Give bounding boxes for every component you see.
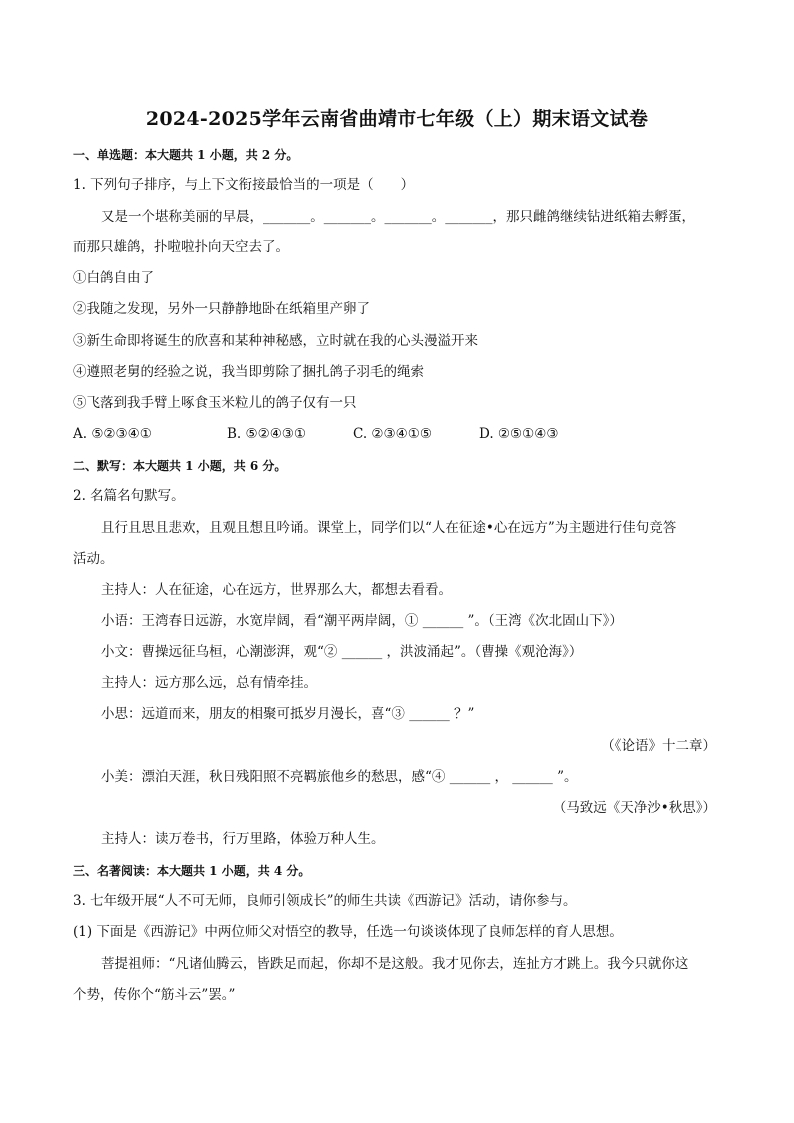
- xiaosi-source: （《论语》十二章）: [601, 738, 716, 754]
- question-1-item: ⑤飞落到我手臂上啄食玉米粒儿的鸽子仅有一只: [73, 395, 357, 411]
- question-1-passage-cont: 而那只雄鸽，扑啦啦扑向天空去了。: [73, 239, 289, 255]
- host-line: 主持人：读万卷书，行万里路，体验万种人生。: [101, 831, 385, 847]
- xiaowen-line: 小文：曹操远征乌桓，心潮澎湃，观“② ______ ，洪波涌起”。（曹操《观沧海》）: [101, 644, 583, 660]
- question-1-stem: 1. 下列句子排序，与上下文衔接最恰当的一项是（ ）: [73, 177, 415, 193]
- question-1-item: ④遵照老舅的经验之说，我当即剪除了捆扎鸽子羽毛的绳索: [73, 364, 424, 380]
- option-c[interactable]: C. ②③④①⑤: [353, 426, 432, 442]
- question-2-intro-cont: 活动。: [73, 551, 114, 567]
- question-1-passage: 又是一个堪称美丽的早晨，_______。_______。_______。_______，那只雌鸽继续钻进纸箱去孵蛋，: [101, 209, 695, 225]
- question-2-intro: 且行且思且悲欢，且观且想且吟诵。课堂上，同学们以“人在征途•心在远方”为主题进行佳句竞答: [101, 520, 677, 536]
- question-3-stem: 3. 七年级开展“人不可无师，良师引领成长”的师生共读《西游记》活动，请你参与。: [73, 893, 577, 909]
- question-3-quote-cont: 个势，传你个“筋斗云”罢。”: [73, 987, 236, 1003]
- xiaomei-source: （马致远《天净沙•秋思》）: [552, 800, 716, 816]
- option-d[interactable]: D. ②⑤①④③: [479, 426, 559, 442]
- page-title: 2024-2025学年云南省曲靖市七年级（上）期末语文试卷: [145, 108, 649, 130]
- xiaomei-line: 小美：漂泊天涯，秋日残阳照不亮羁旅他乡的愁思，感“④ ______ ， ______ ”。: [101, 769, 578, 785]
- option-a[interactable]: A. ⑤②③④①: [73, 426, 152, 442]
- option-b[interactable]: B. ⑤②④③①: [227, 426, 307, 442]
- host-line: 主持人：远方那么远，总有情牵挂。: [101, 675, 317, 691]
- host-line: 主持人：人在征途，心在远方，世界那么大，都想去看看。: [101, 582, 452, 598]
- section-heading-2: 二、默写：本大题共 1 小题，共 6 分。: [73, 459, 287, 473]
- question-1-item: ③新生命即将诞生的欣喜和某种神秘感，立时就在我的心头漫溢开来: [73, 333, 478, 349]
- question-3-quote: 菩提祖师：“凡诸仙腾云，皆跌足而起，你却不是这般。我才见你去，连扯方才跳上。我今只就你这: [101, 956, 689, 972]
- xiaoyu-line: 小语：王湾春日远游，水宽岸阔，看“潮平两岸阔，① ______ ”。（王湾《次北固山下》）: [101, 613, 623, 629]
- question-2-stem: 2. 名篇名句默写。: [73, 488, 185, 504]
- question-1-item: ①白鸽自由了: [73, 270, 154, 286]
- question-3-sub1: (1) 下面是《西游记》中两位师父对悟空的教导，任选一句谈谈体现了良师怎样的育人思想。: [73, 924, 623, 940]
- section-heading-3: 三、名著阅读：本大题共 1 小题，共 4 分。: [73, 864, 311, 878]
- section-heading-1: 一、单选题：本大题共 1 小题，共 2 分。: [73, 148, 299, 162]
- question-1-item: ②我随之发现，另外一只静静地卧在纸箱里产卵了: [73, 301, 370, 317]
- question-1-options: [73, 424, 723, 444]
- xiaosi-line: 小思：远道而来，朋友的相聚可抵岁月漫长，喜“③ ______ ？”: [101, 706, 475, 722]
